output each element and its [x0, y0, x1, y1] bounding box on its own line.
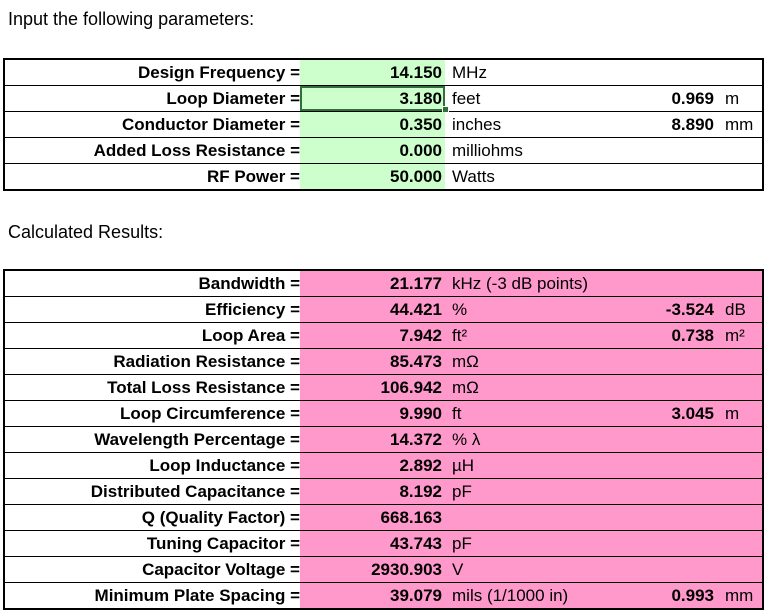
result-label: Q (Quality Factor) = — [141, 508, 300, 527]
converted-unit: mm — [725, 115, 754, 134]
result-label: Capacitor Voltage = — [142, 560, 300, 579]
result-unit: V — [452, 560, 464, 579]
result-fill — [445, 531, 762, 556]
input-label: Loop Diameter = — [166, 89, 300, 108]
result-value[interactable]: 44.421 — [300, 297, 445, 322]
result-unit: kHz (-3 dB points) — [452, 274, 589, 293]
result-label: Efficiency = — [205, 300, 300, 319]
result-label: Loop Circumference = — [120, 404, 300, 423]
result-unit: pF — [452, 534, 472, 553]
input-row-rf-power — [5, 164, 762, 189]
result-label: Bandwidth = — [198, 274, 300, 293]
result-unit: % — [452, 300, 468, 319]
result-fill — [445, 349, 762, 374]
result-unit: ft — [452, 404, 462, 423]
result-unit: % λ — [452, 430, 481, 449]
result-value[interactable]: 668.163 — [300, 505, 445, 530]
input-label: Conductor Diameter = — [121, 115, 300, 134]
result-fill — [445, 453, 762, 478]
result-value[interactable]: 7.942 — [300, 323, 445, 348]
input-label: RF Power = — [206, 167, 300, 186]
result-row-q-quality-factor — [5, 505, 762, 531]
converted-unit: mm — [725, 586, 754, 605]
result-value[interactable]: 21.177 — [300, 271, 445, 296]
result-row-capacitor-voltage — [5, 557, 762, 583]
converted-value: 0.993 — [671, 586, 714, 605]
result-label: Radiation Resistance = — [113, 352, 300, 371]
result-row-wavelength-percentage — [5, 427, 762, 453]
result-label: Loop Inductance = — [149, 456, 300, 475]
result-value[interactable]: 2930.903 — [300, 557, 445, 582]
input-cell-loop-diameter[interactable]: 3.180 — [300, 86, 445, 111]
result-value[interactable]: 9.990 — [300, 401, 445, 426]
result-value[interactable]: 2.892 — [300, 453, 445, 478]
input-cell-conductor-diameter[interactable]: 0.350 — [300, 112, 445, 137]
result-unit: pF — [452, 482, 472, 501]
input-parameters-table — [3, 58, 764, 191]
result-fill — [445, 297, 762, 322]
result-row-loop-circumference — [5, 401, 762, 427]
result-row-bandwidth — [5, 271, 762, 297]
result-fill — [445, 427, 762, 452]
result-unit: mΩ — [452, 378, 479, 397]
calculated-results-table — [3, 269, 764, 610]
result-fill — [445, 557, 762, 582]
converted-value: -3.524 — [665, 300, 714, 319]
input-unit: Watts — [452, 167, 495, 186]
result-label: Distributed Capacitance = — [90, 482, 300, 501]
converted-value: 0.738 — [671, 326, 714, 345]
result-unit: ft² — [452, 326, 468, 345]
input-heading: Input the following parameters: — [8, 9, 255, 29]
result-label: Wavelength Percentage = — [94, 430, 300, 449]
result-value[interactable]: 43.743 — [300, 531, 445, 556]
result-row-distributed-capacitance — [5, 479, 762, 505]
result-row-radiation-resistance — [5, 349, 762, 375]
converted-unit: dB — [725, 300, 746, 319]
converted-unit: m — [725, 404, 740, 423]
result-fill — [445, 479, 762, 504]
result-label: Minimum Plate Spacing = — [94, 586, 300, 605]
results-heading: Calculated Results: — [8, 222, 164, 242]
converted-unit: m — [725, 89, 740, 108]
result-label: Loop Area = — [201, 326, 300, 345]
input-label: Added Loss Resistance = — [93, 141, 300, 160]
result-value[interactable]: 39.079 — [300, 583, 445, 608]
result-value[interactable]: 14.372 — [300, 427, 445, 452]
input-unit: MHz — [452, 63, 487, 82]
result-row-loop-inductance — [5, 453, 762, 479]
input-cell-design-frequency[interactable]: 14.150 — [300, 60, 445, 85]
converted-value: 3.045 — [671, 404, 714, 423]
input-cell-added-loss-resistance[interactable]: 0.000 — [300, 138, 445, 163]
input-row-loop-diameter — [5, 86, 762, 112]
result-unit: mils (1/1000 in) — [452, 586, 569, 605]
result-label: Total Loss Resistance = — [107, 378, 300, 397]
result-value[interactable]: 106.942 — [300, 375, 445, 400]
input-row-design-frequency — [5, 60, 762, 86]
input-label: Design Frequency = — [137, 63, 300, 82]
converted-value: 8.890 — [671, 115, 714, 134]
result-fill — [445, 323, 762, 348]
result-row-minimum-plate-spacing — [5, 583, 762, 608]
result-label: Tuning Capacitor = — [146, 534, 300, 553]
result-row-efficiency — [5, 297, 762, 323]
result-fill — [445, 505, 762, 530]
input-row-conductor-diameter — [5, 112, 762, 138]
result-value[interactable]: 85.473 — [300, 349, 445, 374]
input-unit: feet — [452, 89, 481, 108]
result-fill — [445, 401, 762, 426]
input-row-added-loss-resistance — [5, 138, 762, 164]
converted-unit: m² — [725, 326, 745, 345]
result-fill — [445, 375, 762, 400]
result-row-tuning-capacitor — [5, 531, 762, 557]
input-unit: inches — [452, 115, 502, 134]
result-unit: µH — [452, 456, 475, 475]
result-row-loop-area — [5, 323, 762, 349]
input-cell-rf-power[interactable]: 50.000 — [300, 164, 445, 189]
result-value[interactable]: 8.192 — [300, 479, 445, 504]
input-unit: milliohms — [452, 141, 523, 160]
converted-value: 0.969 — [671, 89, 714, 108]
result-row-total-loss-resistance — [5, 375, 762, 401]
result-unit: mΩ — [452, 352, 479, 371]
